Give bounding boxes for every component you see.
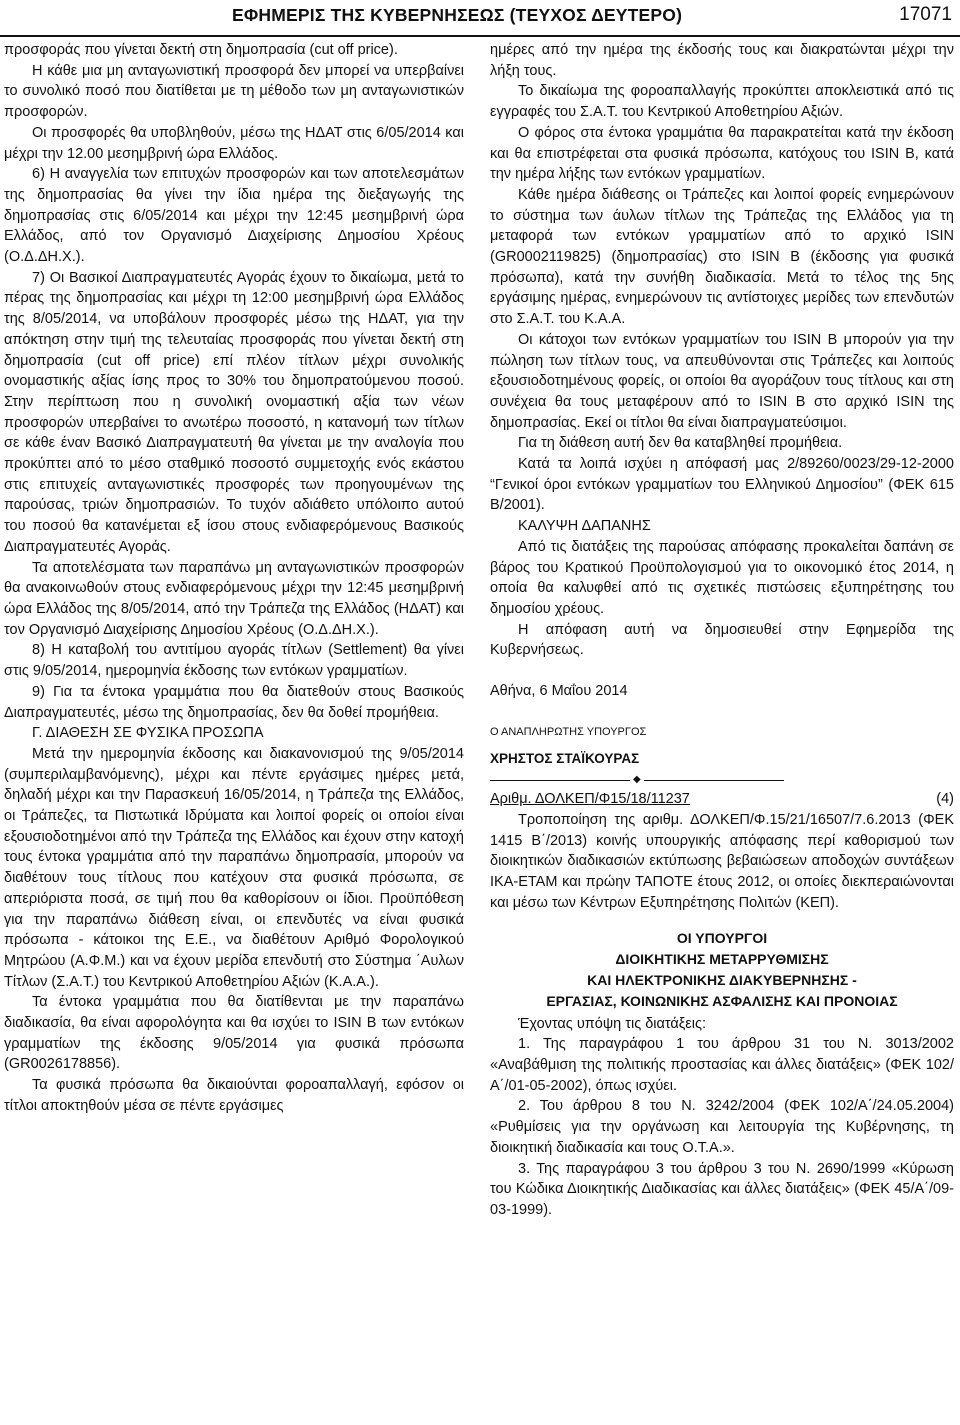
paragraph: Από τις διατάξεις της παρούσας απόφασης προκαλείται δαπάνη σε βάρος του Κρατικού Προϋπολογισμού για το οικονομικό έτος 2014, η οποία θα καλυφθεί από τις σχετικές πιστώσεις εξυπηρέτησης του δημοσίου χρέους.: [490, 538, 954, 617]
paragraph: 9) Για τα έντοκα γραμμάτια που θα διατεθούν στους Βασικούς Διαπραγματευτές, μέσω της δημοπρασίας, δεν θα δοθεί προμήθεια.: [4, 683, 464, 721]
paragraph: ημέρες από την ημέρα της έκδοσής τους και διακρατώνται μέχρι την λήξη τους.: [490, 42, 954, 79]
header-rule: [0, 35, 960, 37]
paragraph: Μετά την ημερομηνία έκδοσης και διακανονισμού της 9/05/2014 (συμπεριλαμβανόμενης), μέχρι και πέντε εργάσιμες ημέρες μετά, δηλαδή μέχρι και την Παρασκευή 16/05/2014, η Τράπεζα της Ελλάδος, οι Τράπεζες, τα Πιστωτικά Ιδρύματα και λοιποί φορείς οι οποίοι είναι εξουσιοδοτημένοι από την Τράπεζα της Ελλάδος και έχουν στην κατοχή τους έντοκα γραμμάτια από την παραπάνω δημοπρασία, μπορούν να διαθέτουν τους τίτλους που κατέχουν στα φυσικά πρόσωπα, σε απεριόριστα ποσά, σε τιμή που θα καθορίσουν οι ίδιοι. Προϋπόθεση για την παραπάνω διάθεση είναι, οι επενδυτές να είναι φυσικά πρόσωπα - κάτοικοι της Ε.Ε., να διαθέτουν Αριθμό Φορολογικού Μητρώου (Α.Φ.Μ.) και να έχουν μερίδα επενδυτή στο Σύστημα ΄Αυλων Τίτλων (Σ.Α.Τ.) του Κεντρικού Αποθετηρίου Αξιών (Κ.Α.Α.).: [4, 745, 464, 990]
paragraph: Οι κάτοχοι των εντόκων γραμματίων του ISIN B μπορούν για την πώληση των τίτλων τους, να απευθύνονται στις Τράπεζες και λοιπούς εξουσιοδοτημένους φορείς, οι οποίοι θα αγοράζουν τους τίτλους και στη συνέχεια θα τους μεταφέρουν από το ISIN B στο αρχικό ISIN της δημοπρασίας. Εκεί οι τίτλοι θα είναι διαπραγματεύσιμοι.: [490, 331, 954, 431]
separator-line: [490, 780, 630, 781]
paragraph: 3. Της παραγράφου 3 του άρθρου 3 του Ν. 2690/1999 «Κύρωση του Κώδικα Διοικητικής Διαδικασίας και άλλες διατάξεις» (ΦΕΚ 45/Α΄/09-03-1999).: [490, 1160, 954, 1218]
paragraph: 1. Της παραγράφου 1 του άρθρου 31 του Ν. 3013/2002 «Αναβάθμιση της πολιτικής προστασίας και άλλες διατάξεις» (ΦΕΚ 102/Α΄/01-05-2002), όπως ισχύει.: [490, 1036, 954, 1094]
paragraph: 7) Οι Βασικοί Διαπραγματευτές Αγοράς έχουν το δικαίωμα, μετά το πέρας της δημοπρασίας και μέχρι τη 12:00 μεσημβρινή ώρα Ελλάδος της 8/05/2014, να υποβάλουν προσφορές μέσω της ΗΔΑΤ, για την απόκτηση στην τιμή της τελευταίας προσφοράς που γίνεται δεκτή στη δημοπρασία (cut off price) επί πλέον τίτλων μέχρι συνολικής ονομαστικής αξίας ίσης προς το 30% του δημοπρατούμενου ποσού. Στην περίπτωση που η συνολική ονομαστική αξία των νέων προσφορών υπερβαίνει το ανωτέρω ποσοστό, η κατανομή των τίτλων σε κάθε έναν Βασικό Διαπραγματευτή θα γίνεται με την αναλογία που προκύπτει από το μέσο σταθμικό ποσοστό συμμετοχής ενός εκάστου στις επιτυχείς ανταγωνιστικές προσφορές των προηγουμένων της παρούσας, τριών δημοπρασιών. Το τυχόν αδιάθετο υπόλοιπο αυτού του ποσού θα κατανέμεται εξ ίσου στους ενδιαφερόμενους Βασικούς Διαπραγματευτές Αγοράς.: [4, 269, 464, 555]
page-number: 17071: [899, 4, 952, 25]
paragraph: Οι προσφορές θα υποβληθούν, μέσω της ΗΔΑΤ στις 6/05/2014 και μέχρι την 12.00 μεσημβρινή ώρα Ελλάδος.: [4, 124, 464, 162]
paragraph: Έχοντας υπόψη τις διατάξεις:: [518, 1015, 706, 1032]
diamond-icon: ◆: [633, 774, 641, 786]
paragraph: Κάθε ημέρα διάθεσης οι Τράπεζες και λοιποί φορείς ενημερώνουν το σύστημα των άυλων τίτλων της Τράπεζας της Ελλάδος για τη μεταφορά των εντόκων γραμματίων από το αρχικό ISIN (GR0002119825) (δημοπρασίας) στο ISIN B (έκδοσης για φυσικά πρόσωπα), κατά την συνήθη διαδικασία. Μετά το τέλος της 5ης εργάσιμης ημέρας, ενημερώνουν τις αντίστοιχες μερίδες των επενδυτών στο Σ.Α.Τ. του Κ.Α.Α.: [490, 186, 954, 328]
section-heading: ΚΑΛΥΨΗ ΔΑΠΑΝΗΣ: [518, 518, 651, 535]
decision-seq: (4): [936, 791, 954, 808]
paragraph: Η κάθε μια μη ανταγωνιστική προσφορά δεν μπορεί να υπερβαίνει το συνολικό ποσό που διατίθεται με τη μέθοδο των μη ανταγωνιστικών προσφορών.: [4, 62, 464, 121]
right-column: [490, 40, 954, 1221]
paragraph: προσφοράς που γίνεται δεκτή στη δημοπρασία (cut off price).: [4, 42, 398, 58]
page-header: [0, 0, 960, 40]
ministers-line: ΕΡΓΑΣΙΑΣ, ΚΟΙΝΩΝΙΚΗΣ ΑΣΦΑΛΙΣΗΣ ΚΑΙ ΠΡΟΝΟΙΑΣ: [546, 992, 898, 1009]
paragraph: Η απόφαση αυτή να δημοσιευθεί στην Εφημερίδα της Κυβερνήσεως.: [490, 621, 954, 659]
paragraph: Το δικαίωμα της φοροαπαλλαγής προκύπτει αποκλειστικά από τις εγγραφές του Σ.Α.Τ. του Κεντρικού Αποθετηρίου Αξιών.: [490, 83, 954, 121]
paragraph: 8) Η καταβολή του αντιτίμου αγοράς τίτλων (Settlement) θα γίνει στις 9/05/2014, ημερομηνία έκδοσης των εντόκων γραμματίων.: [4, 642, 464, 680]
separator-line: [644, 780, 784, 781]
ministers-line: ΟΙ ΥΠΟΥΡΓΟΙ: [676, 929, 768, 946]
left-column: [4, 40, 464, 1117]
paragraph: Τα φυσικά πρόσωπα θα δικαιούνται φοροαπαλλαγή, εφόσον οι τίτλοι αποκτηθούν μέσα σε πέντε εργάσιμες: [4, 1077, 464, 1114]
paragraph: Τα έντοκα γραμμάτια που θα διατίθενται με την παραπάνω διαδικασία, θα είναι αφορολόγητα και θα ισχύει το ISIN B των εντόκων γραμματίων της έκδοσης 9/05/2014 για φυσικά πρόσωπα (GR0026178856).: [4, 994, 464, 1073]
gazette-title: ΕΦΗΜΕΡΙΣ ΤΗΣ ΚΥΒΕΡΝΗΣΕΩΣ (ΤΕΥΧΟΣ ΔΕΥΤΕΡΟ): [232, 5, 683, 25]
decision-title: Τροποποίηση της αριθμ. ΔΟΛΚΕΠ/Φ.15/21/16507/7.6.2013 (ΦΕΚ 1415 Β΄/2013) κοινής υπουργικής απόφασης περί καθορισμού των διοικητικών διαδικασιών εκτύπωσης βεβαιώσεων αποδοχών συντάξεων ΙΚΑ-ΕΤΑΜ και πρώην ΤΑΠΟΤΕ έτους 2012, οι οποίες διεκπεραιώνονται και μέσω των Κέντρων Εξυπηρέτησης Πολιτών (ΚΕΠ).: [490, 812, 954, 911]
paragraph: Τα αποτελέσματα των παραπάνω μη ανταγωνιστικών προσφορών θα ανακοινωθούν στους ενδιαφερόμενους μέχρι την 12:45 μεσημβρινή ώρα Ελλάδος της 8/05/2014, από την Τράπεζα της Ελλάδος (ΗΔΑΤ) και τον Οργανισμό Διαχείρισης Δημοσίου Χρέους (Ο.Δ.ΔΗ.Χ.).: [4, 559, 464, 638]
decision-header: [490, 789, 954, 810]
section-separator: [490, 771, 954, 789]
signature-name: ΧΡΗΣΤΟΣ ΣΤΑΪΚΟΥΡΑΣ: [490, 750, 640, 766]
ministers-line: ΚΑΙ ΗΛΕΚΤΡΟΝΙΚΗΣ ΔΙΑΚΥΒΕΡΝΗΣΗΣ -: [587, 971, 857, 988]
paragraph: 2. Του άρθρου 8 του Ν. 3242/2004 (ΦΕΚ 102/Α΄/24.05.2004) «Ρυθμίσεις για την οργάνωση και λειτουργία της Κυβέρνησης, τη διοικητική διαδικασία και τους Ο.Τ.Α.».: [490, 1098, 954, 1156]
paragraph: Για τη διάθεση αυτή δεν θα καταβληθεί προμήθεια.: [518, 435, 843, 452]
ministers-heading: [490, 928, 954, 1012]
signature-role: Ο ΑΝΑΠΛΗΡΩΤΗΣ ΥΠΟΥΡΓΟΣ: [490, 725, 647, 738]
paragraph: Κατά τα λοιπά ισχύει η απόφασή μας 2/89260/0023/29-12-2000 “Γενικοί όροι εντόκων γραμματίων του Ελληνικού Δημοσίου” (ΦΕΚ 615 Β/2001).: [490, 456, 954, 514]
section-heading: Γ. ΔΙΑΘΕΣΗ ΣΕ ΦΥΣΙΚΑ ΠΡΟΣΩΠΑ: [32, 725, 264, 742]
paragraph: 6) Η αναγγελία των επιτυχών προσφορών και των αποτελεσμάτων της δημοπρασίας θα γίνει την ίδια ημέρα της διεξαγωγής της δημοπρασίας στις 6/05/2014 και μέχρι την 12:45 μεσημβρινή ώρα Ελλάδος, από τον Οργανισμό Διαχείρισης Δημοσίου Χρέους (Ο.Δ.ΔΗ.Χ.).: [4, 166, 464, 266]
signature-place-date: Αθήνα, 6 Μαΐου 2014: [490, 683, 628, 700]
ministers-line: ΔΙΟΙΚΗΤΙΚΗΣ ΜΕΤΑΡΡΥΘΜΙΣΗΣ: [615, 950, 829, 967]
paragraph: Ο φόρος στα έντοκα γραμμάτια θα παρακρατείται κατά την έκδοση και θα επιστρέφεται στα φυσικά πρόσωπα, κατόχους του ISIN B, κατά την ημέρα λήξης των εντόκων γραμματίων.: [490, 124, 954, 183]
decision-number: Αριθμ. ΔΟΛΚΕΠ/Φ15/18/11237: [490, 791, 690, 808]
